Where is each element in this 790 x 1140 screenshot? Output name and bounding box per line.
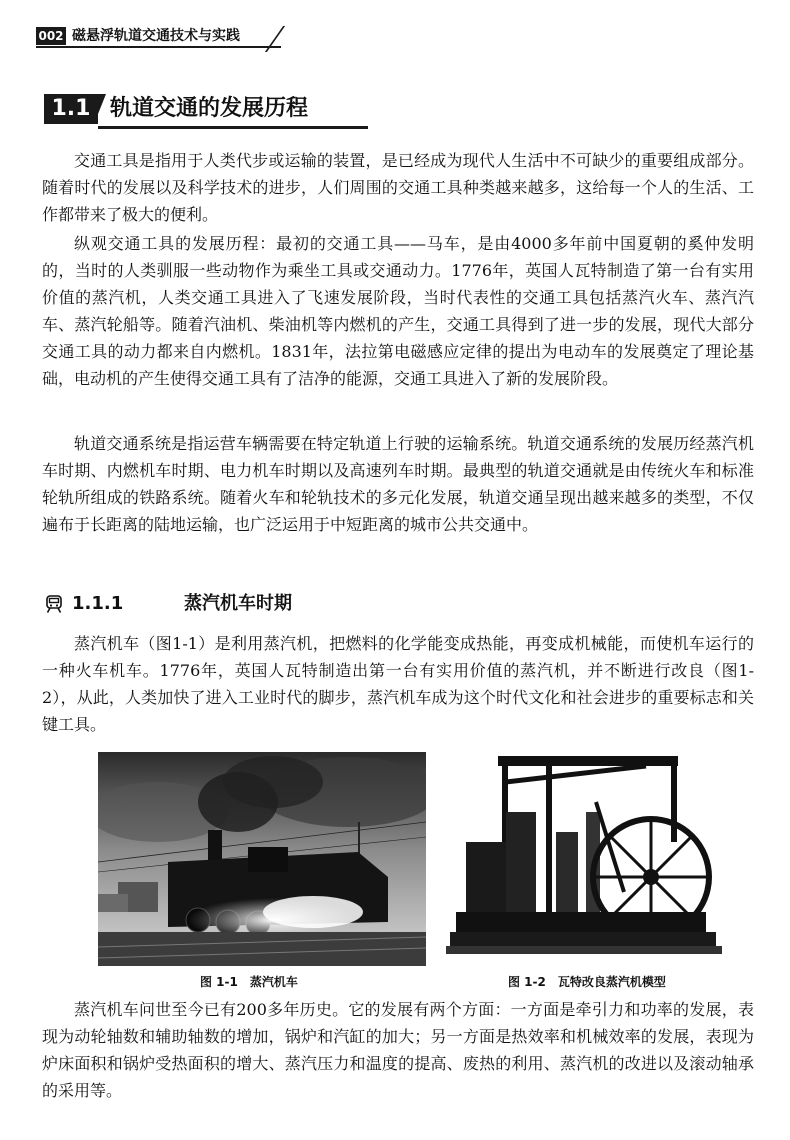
paragraph-steam-locomotive: 蒸汽机车（图1-1）是利用蒸汽机，把燃料的化学能变成热能，再变成机械能，而使机车运行的一种火车机车。1776年，英国人瓦特制造出第一台有实用价值的蒸汽机，并不断进行改良（图1-2），从此，人类加快了进入工业时代的脚步，蒸汽机车成为这个时代文化和社会进步的重要标志和关键工具。 [42, 634, 754, 734]
page-number: 002 [36, 27, 66, 45]
steam-locomotive-photo [98, 752, 426, 966]
section-underline [98, 126, 368, 129]
figure-steam-locomotive [98, 752, 426, 966]
figure-1-2-caption: 图 1-2 瓦特改良蒸汽机模型 [508, 975, 666, 989]
paragraph-steam-development: 蒸汽机车问世至今已有200多年历史。它的发展有两个方面：一方面是牵引力和功率的发展，表现为动轮轴数和辅助轴数的增加，锅炉和汽缸的加大；另一方面是热效率和机械效率的发展，表现为炉床面积和锅炉受热面积的增大、蒸汽压力和温度的提高、废热的利用、蒸汽机的改进以及滚动轴承的采用等。 [42, 1000, 754, 1100]
section-heading [44, 94, 364, 130]
paragraph-intro: 交通工具是指用于人类代步或运输的装置，是已经成为现代人生活中不可缺少的重要组成部分。随着时代的发展以及科学技术的进步，人们周围的交通工具种类越来越多，这给每一个人的生活、工作都带来了极大的便利。 [42, 151, 754, 224]
section-number: 1.1 [44, 94, 98, 124]
running-header [36, 24, 296, 48]
figure-1-1-caption: 图 1-1 蒸汽机车 [200, 975, 298, 989]
subsection-number: 1.1.1 [72, 593, 124, 614]
section-title: 轨道交通的发展历程 [110, 96, 309, 121]
paragraph-history: 纵观交通工具的发展历程：最初的交通工具——马车，是由4000多年前中国夏朝的奚仲发明的，当时的人类驯服一些动物作为乘坐工具或交通动力。1776年，英国人瓦特制造了第一台有实用价值的蒸汽机，人类交通工具进入了飞速发展阶段，当时代表性的交通工具包括蒸汽火车、蒸汽汽车、蒸汽轮船等。随着汽油机、柴油机等内燃机的产生，交通工具得到了进一步的发展，现代大部分交通工具的动力都来自内燃机。1831年，法拉第电磁感应定律的提出为电动车的发展奠定了理论基础，电动机的产生使得交通工具有了洁净的能源，交通工具进入了新的发展阶段。 [42, 234, 754, 388]
watt-steam-engine-photo [446, 752, 722, 966]
header-rule [36, 46, 281, 48]
subsection-title: 蒸汽机车时期 [184, 593, 292, 614]
book-title: 磁悬浮轨道交通技术与实践 [72, 28, 240, 44]
figure-watt-steam-engine [446, 752, 722, 966]
paragraph-rail-system: 轨道交通系统是指运营车辆需要在特定轨道上行驶的运输系统。轨道交通系统的发展历经蒸汽机车时期、内燃机车时期、电力机车时期以及高速列车时期。最典型的轨道交通就是由传统火车和标准轮轨所组成的铁路系统。随着火车和轮轨技术的多元化发展，轨道交通呈现出越来越多的类型，不仅遍布于长距离的陆地运输，也广泛运用于中短距离的城市公共交通中。 [42, 434, 754, 534]
train-icon [44, 594, 64, 614]
section-wedge [94, 94, 106, 124]
header-slash [265, 26, 285, 52]
